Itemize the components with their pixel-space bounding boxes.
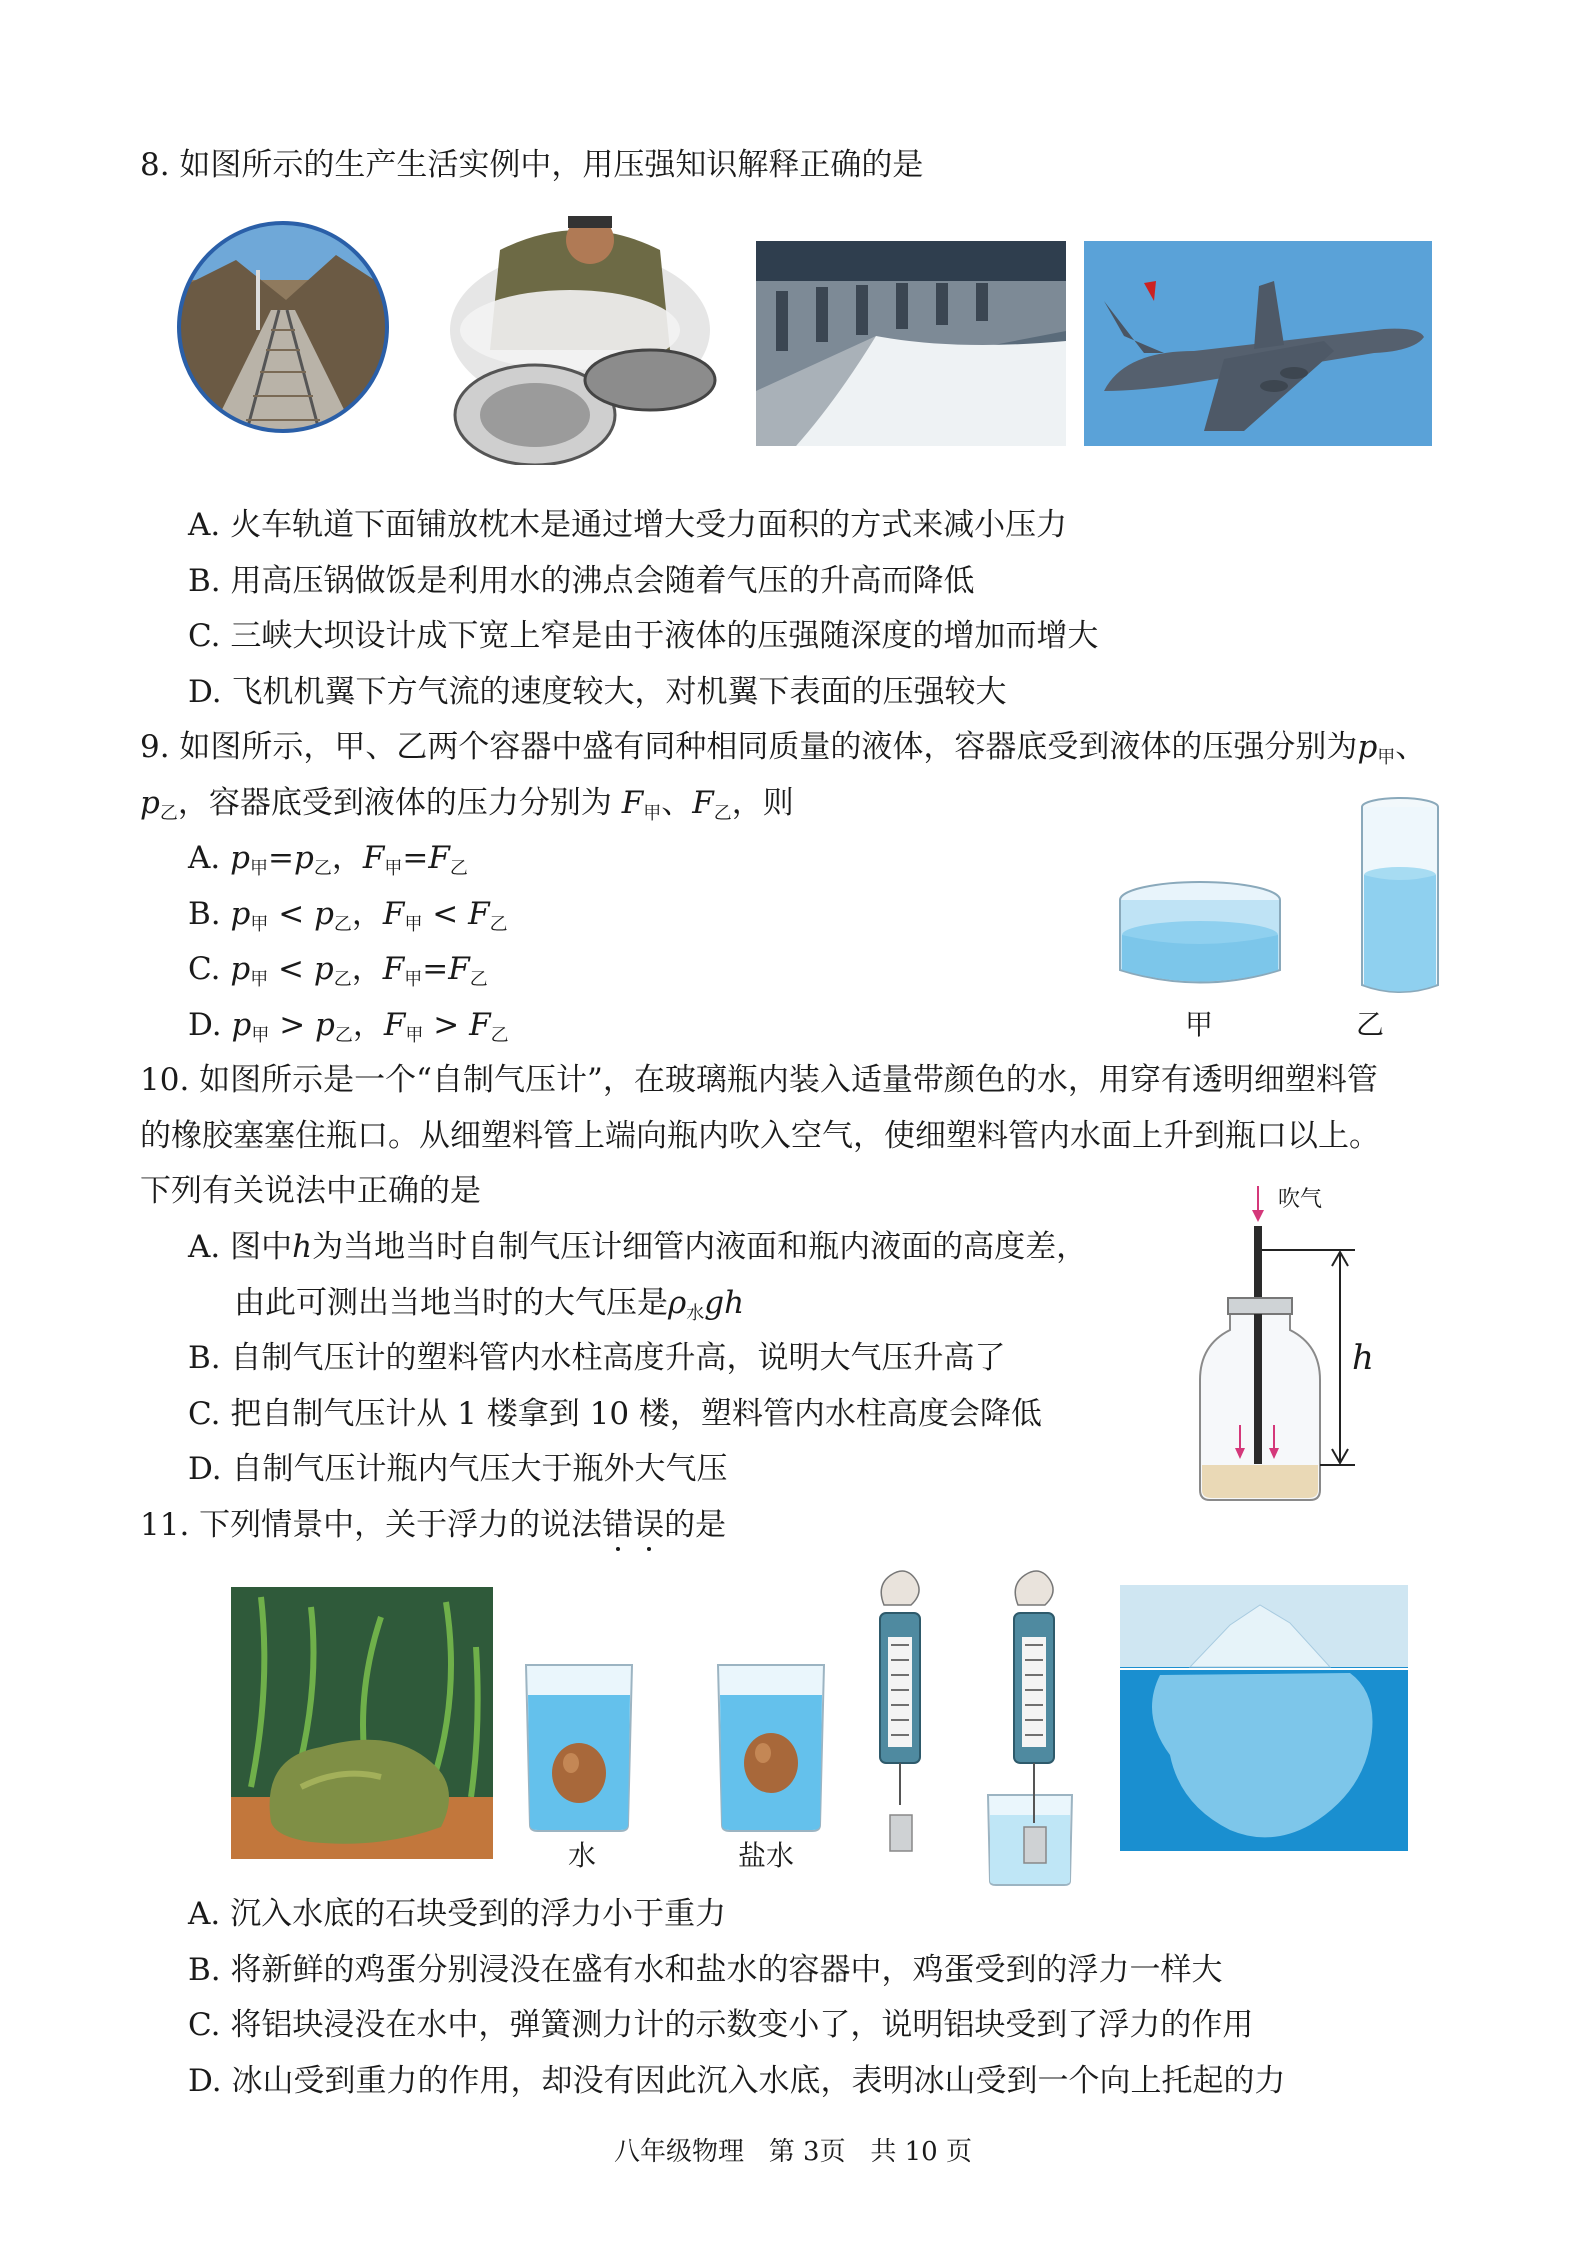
q11-option-d: D. 冰山受到重力的作用，却没有因此沉入水底，表明冰山受到一个向上托起的力 [188,2063,1286,2099]
q10-option-a: A. 图中h为当地当时自制气压计细管内液面和瓶内液面的高度差， [188,1229,1088,1265]
emphasis-cuo: 错 [602,1507,634,1543]
q10-stem-line3: 下列有关说法中正确的是 [140,1173,481,1209]
height-label: h [1352,1338,1374,1378]
blow-label: 吹气 [1278,1187,1323,1212]
dam-photo [756,241,1066,446]
q9-stem-line2: $p_乙$，容器底受到液体的压力分别为 $F_甲$、$F_乙$，则 [140,785,794,824]
barometer-figure [1190,1180,1410,1510]
page-footer: 八年级物理 第 3页 共 10 页 [613,2137,972,2167]
egg-in-water-beaker [520,1655,638,1835]
aircraft-photo [1084,241,1432,446]
q8-option-a: A. 火车轨道下面铺放枕木是通过增大受力面积的方式来减小压力 [188,507,1068,543]
q9-option-d: D. $p_甲 > p_乙$，$F_甲 > F_乙$ [188,1007,509,1046]
aquarium-stone-photo [231,1587,493,1859]
emphasis-wu: 误 [633,1507,665,1543]
q11-stem: 11. 下列情景中，关于浮力的说法错误的是 [140,1507,727,1543]
spring-scale-in-air [866,1565,936,1885]
q8-option-b: B. 用高压锅做饭是利用水的沸点会随着气压的升高而降低 [188,563,975,599]
pressure-cooker-photo [440,210,720,465]
q10-option-d: D. 自制气压计瓶内气压大于瓶外大气压 [188,1451,728,1487]
q8-option-c: C. 三峡大坝设计成下宽上窄是由于液体的压强随深度的增加而增大 [188,618,1099,654]
q8-stem: 8. 如图所示的生产生活实例中，用压强知识解释正确的是 [140,147,924,183]
q10-option-a-line2: 由此可测出当地当时的大气压是$\rho_水gh$ [234,1285,745,1324]
q10-option-b: B. 自制气压计的塑料管内水柱高度升高，说明大气压升高了 [188,1340,1006,1376]
water-label: 水 [568,1839,597,1872]
container-label-yi: 乙 [1356,1008,1385,1041]
iceberg-photo [1120,1585,1408,1851]
q9-option-a: A. $p_甲=p_乙$，$F_甲=F_乙$ [188,840,468,879]
q10-stem-line2: 的橡胶塞塞住瓶口。从细塑料管上端向瓶内吹入空气，使细塑料管内水面上升到瓶口以上。 [140,1118,1380,1154]
containers-figure [1110,795,1460,1005]
q11-option-c: C. 将铝块浸没在水中，弹簧测力计的示数变小了，说明铝块受到了浮力的作用 [188,2007,1254,2043]
q11-option-a: A. 沉入水底的石块受到的浮力小于重力 [188,1896,727,1932]
container-label-jia: 甲 [1185,1008,1214,1041]
salt-water-label: 盐水 [738,1839,795,1872]
egg-in-salt-water-beaker [712,1655,830,1835]
q8-option-d: D. 飞机机翼下方气流的速度较大，对机翼下表面的压强较大 [188,674,1007,710]
q9-option-b: B. $p_甲 < p_乙$，$F_甲 < F_乙$ [188,896,508,935]
railway-photo [176,220,390,434]
q11-option-b: B. 将新鲜的鸡蛋分别浸没在盛有水和盐水的容器中，鸡蛋受到的浮力一样大 [188,1952,1223,1988]
q9-stem-line1: 9. 如图所示，甲、乙两个容器中盛有同种相同质量的液体，容器底受到液体的压强分别为$p_甲$、 [140,729,1427,768]
q10-stem-line1: 10. 如图所示是一个“自制气压计”，在玻璃瓶内装入适量带颜色的水，用穿有透明细塑料管 [140,1062,1378,1098]
q10-option-c: C. 把自制气压计从 1 楼拿到 10 楼，塑料管内水柱高度会降低 [188,1396,1042,1432]
q9-option-c: C. $p_甲 < p_乙$，$F_甲=F_乙$ [188,951,488,990]
spring-scale-in-water [980,1565,1080,1890]
